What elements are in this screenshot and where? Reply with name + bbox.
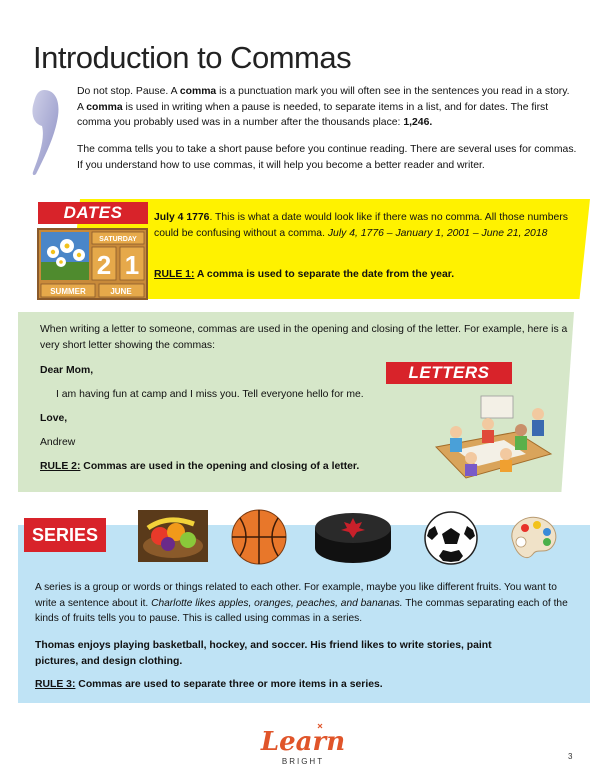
fruit-bowl-icon xyxy=(138,510,208,562)
calendar-digit-1: 2 xyxy=(96,250,112,280)
intro-number-example: 1,246. xyxy=(403,117,433,128)
kids-writing-illustration xyxy=(426,392,556,482)
learn-bright-logo xyxy=(248,720,358,768)
calendar-day-text: SATURDAY xyxy=(99,236,137,243)
dates-text: . This is what a date would look like if there was no comma. All those numbers could be confusing without a comma. xyxy=(154,212,568,239)
basketball-icon xyxy=(230,508,288,566)
letter-signature: Andrew xyxy=(40,437,76,448)
comma-icon xyxy=(30,88,60,178)
series-examples: Thomas enjoys playing basketball, hockey, and soccer. His friend likes to write stories, paint pictures, and design clothing. xyxy=(35,640,492,667)
rule-2 xyxy=(40,461,359,472)
intro-paragraph-1 xyxy=(77,84,577,131)
rule-label: RULE 3: xyxy=(35,679,76,690)
intro-text: Do not stop. Pause. A xyxy=(77,86,180,97)
letter-greeting: Dear Mom, xyxy=(40,365,94,376)
letter-body: I am having fun at camp and I miss you. Tell everyone hello for me. xyxy=(56,389,364,400)
series-section-label: SERIES xyxy=(24,518,106,552)
rule-1 xyxy=(154,269,454,280)
intro-paragraph-2: The comma tells you to take a short pause before you continue reading. There are several uses for commas. If you understand how to use commas, it will help you become a better reader and writer. xyxy=(77,144,577,171)
letters-section-label: LETTERS xyxy=(386,362,512,384)
paint-palette-icon xyxy=(505,512,560,562)
rule-text: Commas are used in the opening and closing of a letter. xyxy=(80,461,360,472)
calendar-month-text: JUNE xyxy=(110,287,132,296)
intro-text: is a punctuation mark you will often see in the sentences you read in a story. A xyxy=(77,86,570,113)
series-example: Charlotte likes apples, oranges, peaches, and bananas. xyxy=(151,597,403,609)
date-example-no-comma: July 4 1776 xyxy=(154,212,210,223)
calendar-season-text: SUMMER xyxy=(50,287,86,296)
dates-section-label: DATES xyxy=(38,202,148,224)
intro-keyword: comma xyxy=(86,101,123,113)
soccer-ball-icon xyxy=(423,510,479,566)
letter-closing: Love, xyxy=(40,413,68,424)
series-text: A series is a group or words or things related to each other. For example, maybe you like different fruits. You want to write a sentence about it. xyxy=(35,582,557,609)
calendar-digit-2: 1 xyxy=(124,250,140,280)
date-examples: July 4, 1776 – January 1, 2001 – June 21, 2018 xyxy=(327,227,548,239)
logo-main-text: Learn xyxy=(260,727,346,757)
calendar-image xyxy=(37,228,148,300)
series-paragraph xyxy=(35,580,575,627)
page-number: 3 xyxy=(568,752,573,761)
logo-sub-text: BRIGHT xyxy=(281,757,325,766)
rule-text: A comma is used to separate the date from the year. xyxy=(194,269,455,280)
page-title: Introduction to Commas xyxy=(33,40,352,75)
intro-text: is used in writing when a pause is needed, to separate items in a list, and for dates. The first comma you probably used was in a number after the thousands place: xyxy=(77,101,549,128)
rule-label: RULE 1: xyxy=(154,269,195,280)
rule-label: RULE 2: xyxy=(40,461,81,472)
rule-3 xyxy=(35,679,383,690)
rule-text: Commas are used to separate three or more items in a series. xyxy=(75,679,383,690)
letters-paragraph: When writing a letter to someone, commas are used in the opening and closing of the letter. For example, here is a very short letter showing the commas: xyxy=(40,324,568,351)
series-text: The commas separating each of the kinds of fruits tells you to pause. This is called using commas in a series. xyxy=(35,597,568,624)
intro-keyword: comma xyxy=(179,86,217,97)
hockey-puck-icon xyxy=(313,510,393,565)
dates-paragraph xyxy=(154,210,574,241)
